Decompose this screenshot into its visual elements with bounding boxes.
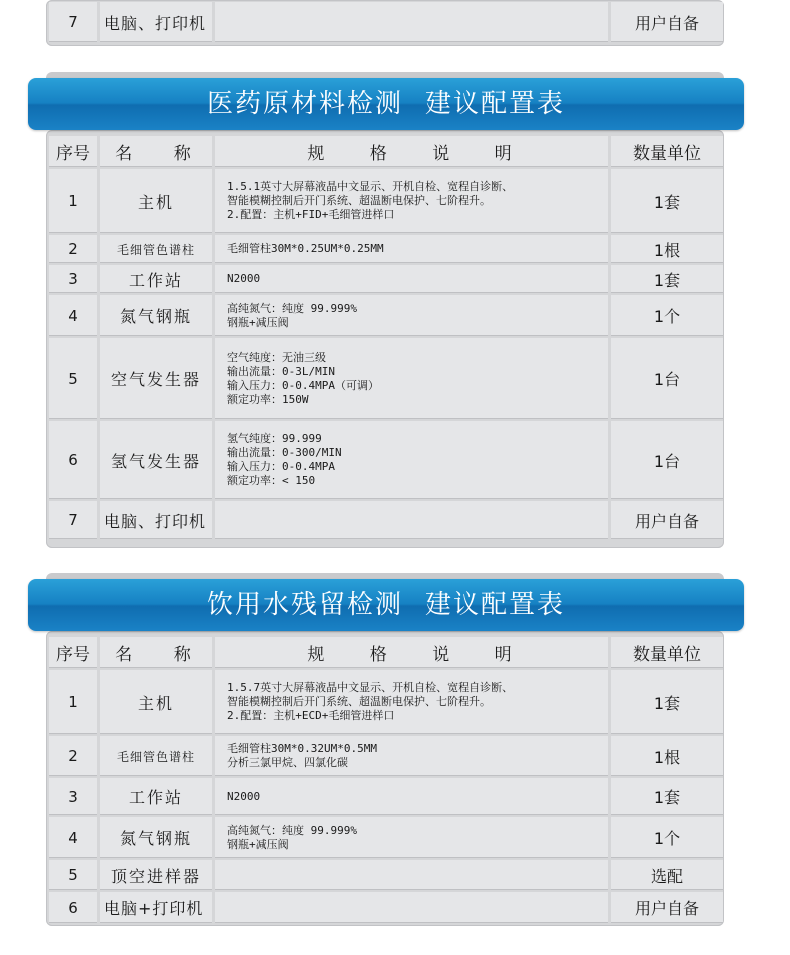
table-row [49,295,723,336]
row-name: 空气发生器 [100,338,212,419]
table-row [49,892,723,923]
table-row [49,421,723,499]
table-row [49,338,723,419]
section2-title-banner [28,579,744,631]
section2-title-main: 饮用水残留检测 [206,590,403,620]
row-index: 1 [49,670,97,734]
section1-config-table [46,134,726,541]
row-spec: N2000 [215,265,608,293]
section2-title-sub: 建议配置表 [425,590,566,620]
row-qty: 1个 [611,817,723,858]
table-row [49,169,723,233]
header-index: 序号 [49,637,97,668]
row-index: 1 [49,169,97,233]
header-name: 名 称 [100,136,212,167]
row-name: 氢气发生器 [100,421,212,499]
row-index: 7 [49,501,97,539]
row-spec: 毛细管柱30M*0.25UM*0.25MM [215,235,608,263]
top-fragment-table [46,0,726,44]
row-qty: 用户自备 [611,501,723,539]
row-name: 电脑+打印机 [100,892,212,923]
row-spec [215,501,608,539]
row-qty: 1套 [611,670,723,734]
table-row [49,265,723,293]
row-name: 主机 [100,670,212,734]
header-qty: 数量单位 [611,637,723,668]
row-name: 电脑、打印机 [100,501,212,539]
row-index: 2 [49,736,97,776]
row-spec [215,860,608,890]
row-qty: 用户自备 [611,2,723,42]
row-index: 5 [49,860,97,890]
row-qty: 1个 [611,295,723,336]
row-index: 4 [49,817,97,858]
section1-title-banner [28,78,744,130]
table-row [49,2,723,42]
row-spec: 1.5.7英寸大屏幕液晶中文显示、开机自检、宽程自诊断、 智能模糊控制后开门系统、超温断电保护、七阶程升。 2.配置：主机+ECD+毛细管进样口 [215,670,608,734]
table-row [49,501,723,539]
row-name: 毛细管色谱柱 [100,235,212,263]
row-qty: 用户自备 [611,892,723,923]
row-spec: 高纯氮气：纯度 99.999% 钢瓶+减压阀 [215,817,608,858]
table-row [49,860,723,890]
row-qty: 1套 [611,169,723,233]
row-qty: 1台 [611,421,723,499]
row-qty: 1套 [611,265,723,293]
row-spec [215,2,608,42]
section1-title-sub: 建议配置表 [425,89,566,119]
row-name: 氮气钢瓶 [100,817,212,858]
section2-config-table [46,635,726,925]
table-row [49,235,723,263]
row-spec: N2000 [215,778,608,815]
row-spec: 1.5.1英寸大屏幕液晶中文显示、开机自检、宽程自诊断、 智能模糊控制后开门系统、超温断电保护、七阶程升。 2.配置：主机+FID+毛细管进样口 [215,169,608,233]
row-index: 3 [49,265,97,293]
row-name: 工作站 [100,265,212,293]
row-name: 顶空进样器 [100,860,212,890]
table-header-row [49,136,723,167]
row-index: 6 [49,421,97,499]
row-spec: 氢气纯度：99.999 输出流量：0-300/MIN 输入压力：0-0.4MPA 额定功率：< 150 [215,421,608,499]
row-name: 毛细管色谱柱 [100,736,212,776]
row-spec: 毛细管柱30M*0.32UM*0.5MM 分析三氯甲烷、四氯化碳 [215,736,608,776]
table-row [49,778,723,815]
row-index: 2 [49,235,97,263]
header-index: 序号 [49,136,97,167]
table-row [49,817,723,858]
row-qty: 1套 [611,778,723,815]
row-qty: 选配 [611,860,723,890]
row-spec: 空气纯度：无油三级 输出流量：0-3L/MIN 输入压力：0-0.4MPA（可调） 额定功率：150W [215,338,608,419]
row-index: 7 [49,2,97,42]
row-qty: 1台 [611,338,723,419]
table-header-row [49,637,723,668]
row-name: 氮气钢瓶 [100,295,212,336]
header-name: 名 称 [100,637,212,668]
header-qty: 数量单位 [611,136,723,167]
row-name: 工作站 [100,778,212,815]
row-spec: 高纯氮气：纯度 99.999% 钢瓶+减压阀 [215,295,608,336]
header-spec: 规 格 说 明 [215,136,608,167]
row-index: 4 [49,295,97,336]
row-qty: 1根 [611,736,723,776]
table-row [49,736,723,776]
table-row [49,670,723,734]
row-spec [215,892,608,923]
row-index: 3 [49,778,97,815]
row-name: 主机 [100,169,212,233]
section1-title-main: 医药原材料检测 [206,89,403,119]
row-index: 5 [49,338,97,419]
header-spec: 规 格 说 明 [215,637,608,668]
row-name: 电脑、打印机 [100,2,212,42]
row-index: 6 [49,892,97,923]
row-qty: 1根 [611,235,723,263]
